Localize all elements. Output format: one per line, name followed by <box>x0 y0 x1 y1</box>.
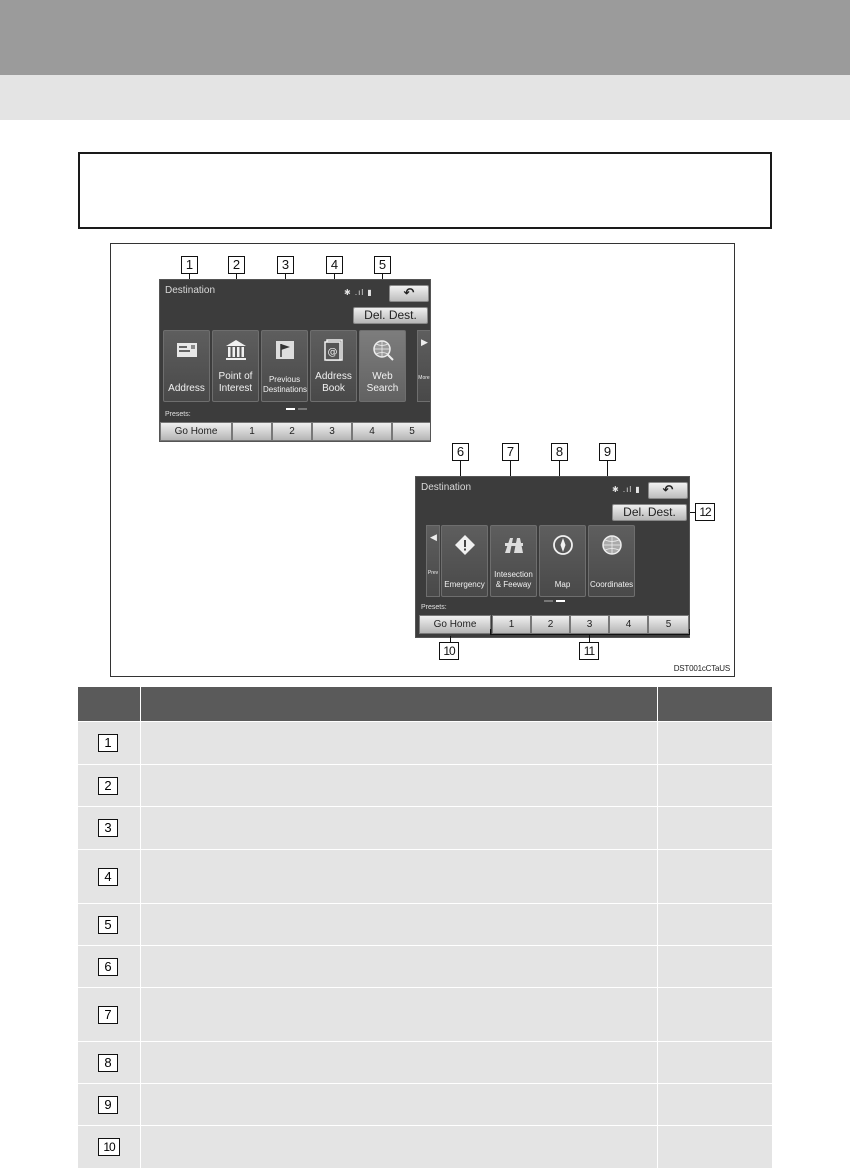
preset-3-button[interactable]: 3 <box>570 615 609 634</box>
page-indicator <box>544 600 566 603</box>
status-icons: ✱ .ıl ▮ <box>344 288 373 297</box>
tile-label: Intesection & Feeway <box>494 570 533 589</box>
row-number: 8 <box>98 1054 118 1072</box>
callout-2: 2 <box>228 256 245 274</box>
tile-label: Emergency <box>444 580 485 589</box>
callout-8: 8 <box>551 443 568 461</box>
page-header-bar <box>0 0 850 75</box>
presets-label: Presets: <box>165 411 191 418</box>
callout-3: 3 <box>277 256 294 274</box>
preset-4-button[interactable]: 4 <box>609 615 648 634</box>
tile-label: Point of Interest <box>218 371 253 394</box>
callout-9: 9 <box>599 443 616 461</box>
callout-4: 4 <box>326 256 343 274</box>
screen-title: Destination <box>421 482 472 493</box>
page-indicator <box>286 408 308 411</box>
compass-icon <box>552 534 574 556</box>
chevron-right-icon: ▶ <box>421 337 428 347</box>
svg-text:@: @ <box>327 347 337 358</box>
callout-11: 11 <box>579 642 599 660</box>
web-search-button[interactable] <box>359 330 406 402</box>
bracket-line <box>490 634 690 635</box>
tile-label: Coordinates <box>590 580 634 589</box>
preset-go-home-button[interactable]: Go Home <box>419 615 491 634</box>
callout-12: 12 <box>695 503 715 521</box>
status-icons: ✱ .ıl ▮ <box>612 485 641 494</box>
chevron-left-icon: ◀ <box>430 532 437 542</box>
section-heading-box <box>78 152 772 229</box>
preset-1-button[interactable]: 1 <box>232 422 272 441</box>
prev-label: Prev <box>427 570 439 576</box>
table-row <box>78 945 772 987</box>
coordinates-button[interactable] <box>588 525 635 597</box>
figure-code: DST001cCTaUS <box>673 664 730 673</box>
table-row <box>78 1041 772 1083</box>
preset-4-button[interactable]: 4 <box>352 422 392 441</box>
preset-3-button[interactable]: 3 <box>312 422 352 441</box>
preset-5-button[interactable]: 5 <box>648 615 689 634</box>
table-row <box>78 764 772 806</box>
previous-tab[interactable] <box>426 525 440 597</box>
tile-label: Address <box>168 383 205 394</box>
intersection-icon <box>503 534 525 556</box>
table-row <box>78 1083 772 1125</box>
back-button[interactable]: ↶ <box>648 482 688 499</box>
tile-label: Map <box>554 580 571 589</box>
table-row <box>78 806 772 849</box>
address-book-button[interactable] <box>310 330 357 402</box>
map-button[interactable] <box>539 525 586 597</box>
globe-icon <box>601 534 623 556</box>
page-subheader-bar <box>0 75 850 120</box>
emergency-button[interactable] <box>441 525 488 597</box>
previous-destinations-button[interactable] <box>261 330 308 402</box>
back-button[interactable]: ↶ <box>389 285 429 302</box>
screen-title: Destination <box>165 285 216 296</box>
more-label: More <box>418 375 430 381</box>
tile-label: Web Search <box>366 371 399 394</box>
callout-6: 6 <box>452 443 469 461</box>
intersection-freeway-button[interactable] <box>490 525 537 597</box>
preset-2-button[interactable]: 2 <box>531 615 570 634</box>
callout-7: 7 <box>502 443 519 461</box>
globe-search-icon <box>372 339 394 361</box>
address-card-icon <box>176 339 198 361</box>
more-tab[interactable] <box>417 330 431 402</box>
warning-diamond-icon <box>454 534 476 556</box>
destination-screen-page-1 <box>159 279 431 442</box>
bracket-line <box>490 629 491 635</box>
address-book-icon <box>323 339 345 361</box>
preset-1-button[interactable]: 1 <box>492 615 531 634</box>
row-number: 5 <box>98 916 118 934</box>
preset-go-home-button[interactable]: Go Home <box>160 422 232 441</box>
point-of-interest-button[interactable] <box>212 330 259 402</box>
tile-label: Previous Destinations <box>263 375 308 394</box>
table-row <box>78 1125 772 1168</box>
table-row <box>78 849 772 903</box>
row-number: 10 <box>98 1138 120 1156</box>
row-number: 9 <box>98 1096 118 1114</box>
row-number: 2 <box>98 777 118 795</box>
row-number: 1 <box>98 734 118 752</box>
callout-1: 1 <box>181 256 198 274</box>
delete-destination-button[interactable]: Del. Dest. <box>353 307 428 324</box>
row-number: 6 <box>98 958 118 976</box>
delete-destination-button[interactable]: Del. Dest. <box>612 504 687 521</box>
bracket-line <box>689 629 690 635</box>
table-header <box>78 687 772 721</box>
table-row <box>78 903 772 945</box>
callout-5: 5 <box>374 256 391 274</box>
tile-label: Address Book <box>315 371 352 394</box>
leader-line <box>589 634 590 642</box>
destination-screen-page-2 <box>415 476 690 638</box>
address-button[interactable] <box>163 330 210 402</box>
flag-icon <box>274 339 296 361</box>
row-number: 7 <box>98 1006 118 1024</box>
presets-label: Presets: <box>421 604 447 611</box>
table-row <box>78 721 772 764</box>
destination-screen-figure <box>110 243 735 677</box>
preset-2-button[interactable]: 2 <box>272 422 312 441</box>
preset-5-button[interactable]: 5 <box>392 422 431 441</box>
row-number: 3 <box>98 819 118 837</box>
row-number: 4 <box>98 868 118 886</box>
building-icon <box>225 339 247 361</box>
callout-10: 10 <box>439 642 459 660</box>
table-row <box>78 987 772 1041</box>
